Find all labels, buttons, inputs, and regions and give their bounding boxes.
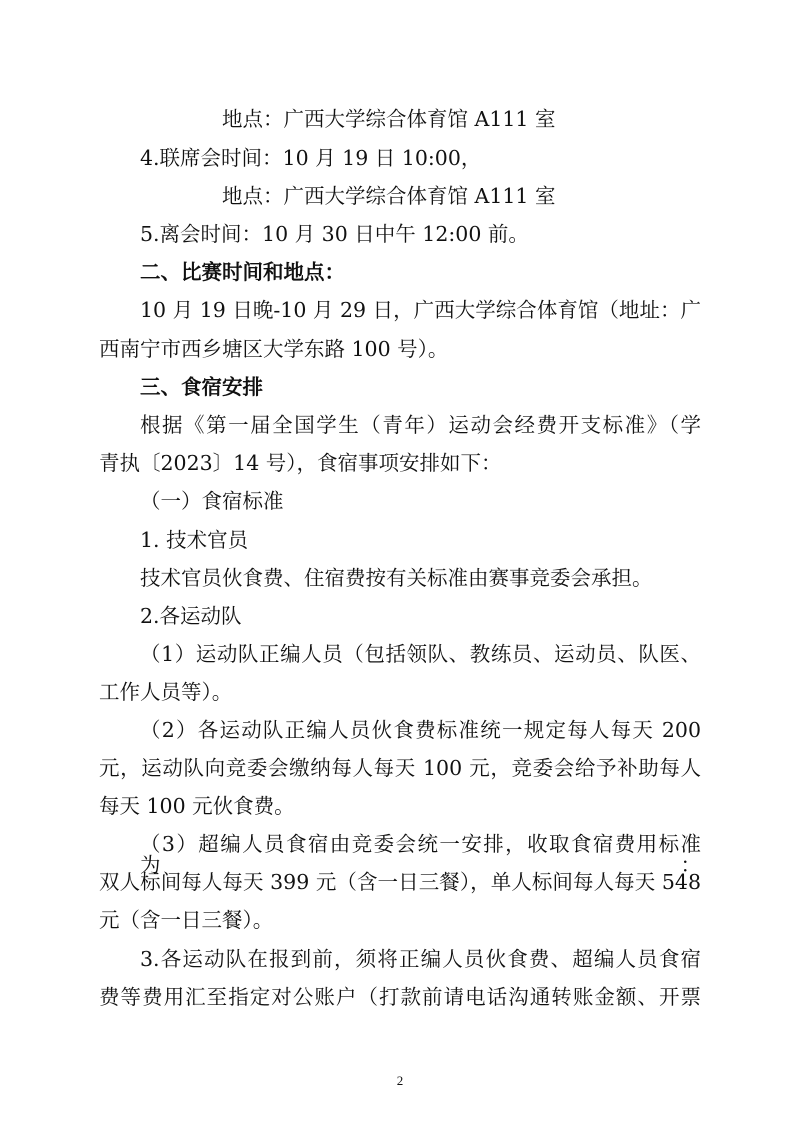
competition-time-line-1: 10 月 19 日晚-10 月 29 日，广西大学综合体育馆（地址：广: [140, 298, 701, 322]
item-heading-teams: 2.各运动队: [140, 604, 242, 628]
teams-item-2-line-2: 元，运动队向竞委会缴纳每人每天 100 元，竞委会给予补助每人: [99, 756, 701, 780]
departure-time: 5.离会时间：10 月 30 日中午 12:00 前。: [140, 222, 529, 246]
accommodation-basis-line-2: 青执〔2023〕14 号），食宿事项安排如下：: [99, 451, 502, 475]
teams-item-3-line-2: 双人标间每人每天 399 元（含一日三餐），单人标间每人每天 548: [99, 870, 701, 894]
payment-line-2: 费等费用汇至指定对公账户（打款前请电话沟通转账金额、开票: [99, 985, 701, 1009]
page-number: 2: [396, 1073, 404, 1088]
subsection-heading-1: （一）食宿标准: [140, 489, 284, 513]
teams-item-1-line-1: （1）运动队正编人员（包括领队、教练员、运动员、队医、: [140, 642, 701, 666]
teams-item-2-line-1: （2）各运动队正编人员伙食费标准统一规定每人每天 200: [140, 718, 701, 742]
teams-item-2-line-3: 每天 100 元伙食费。: [99, 794, 295, 818]
item-heading-technical-officials: 1. 技术官员: [140, 528, 249, 552]
accommodation-basis-line-1: 根据《第一届全国学生（青年）运动会经费开支标准》（学: [140, 413, 701, 437]
teams-item-3-line-3: 元（含一日三餐）。: [99, 908, 274, 932]
section-heading-3: 三、食宿安排: [140, 375, 263, 399]
technical-officials-text: 技术官员伙食费、住宿费按有关标准由赛事竞委会承担。: [140, 566, 653, 590]
venue-line-1: 地点：广西大学综合体育馆 A111 室: [222, 107, 556, 131]
teams-item-3-line-1: （3）超编人员食宿由竞委会统一安排，收取食宿费用标准为：: [140, 832, 701, 877]
venue-line-2: 地点：广西大学综合体育馆 A111 室: [222, 184, 556, 208]
section-heading-2: 二、比赛时间和地点：: [140, 260, 345, 284]
competition-time-line-2: 西南宁市西乡塘区大学东路 100 号）。: [99, 337, 449, 361]
joint-meeting-time: 4.联席会时间：10 月 19 日 10:00，: [140, 146, 482, 170]
payment-line-1: 3.各运动队在报到前，须将正编人员伙食费、超编人员食宿: [140, 947, 701, 971]
teams-item-1-line-2: 工作人员等）。: [99, 680, 233, 704]
